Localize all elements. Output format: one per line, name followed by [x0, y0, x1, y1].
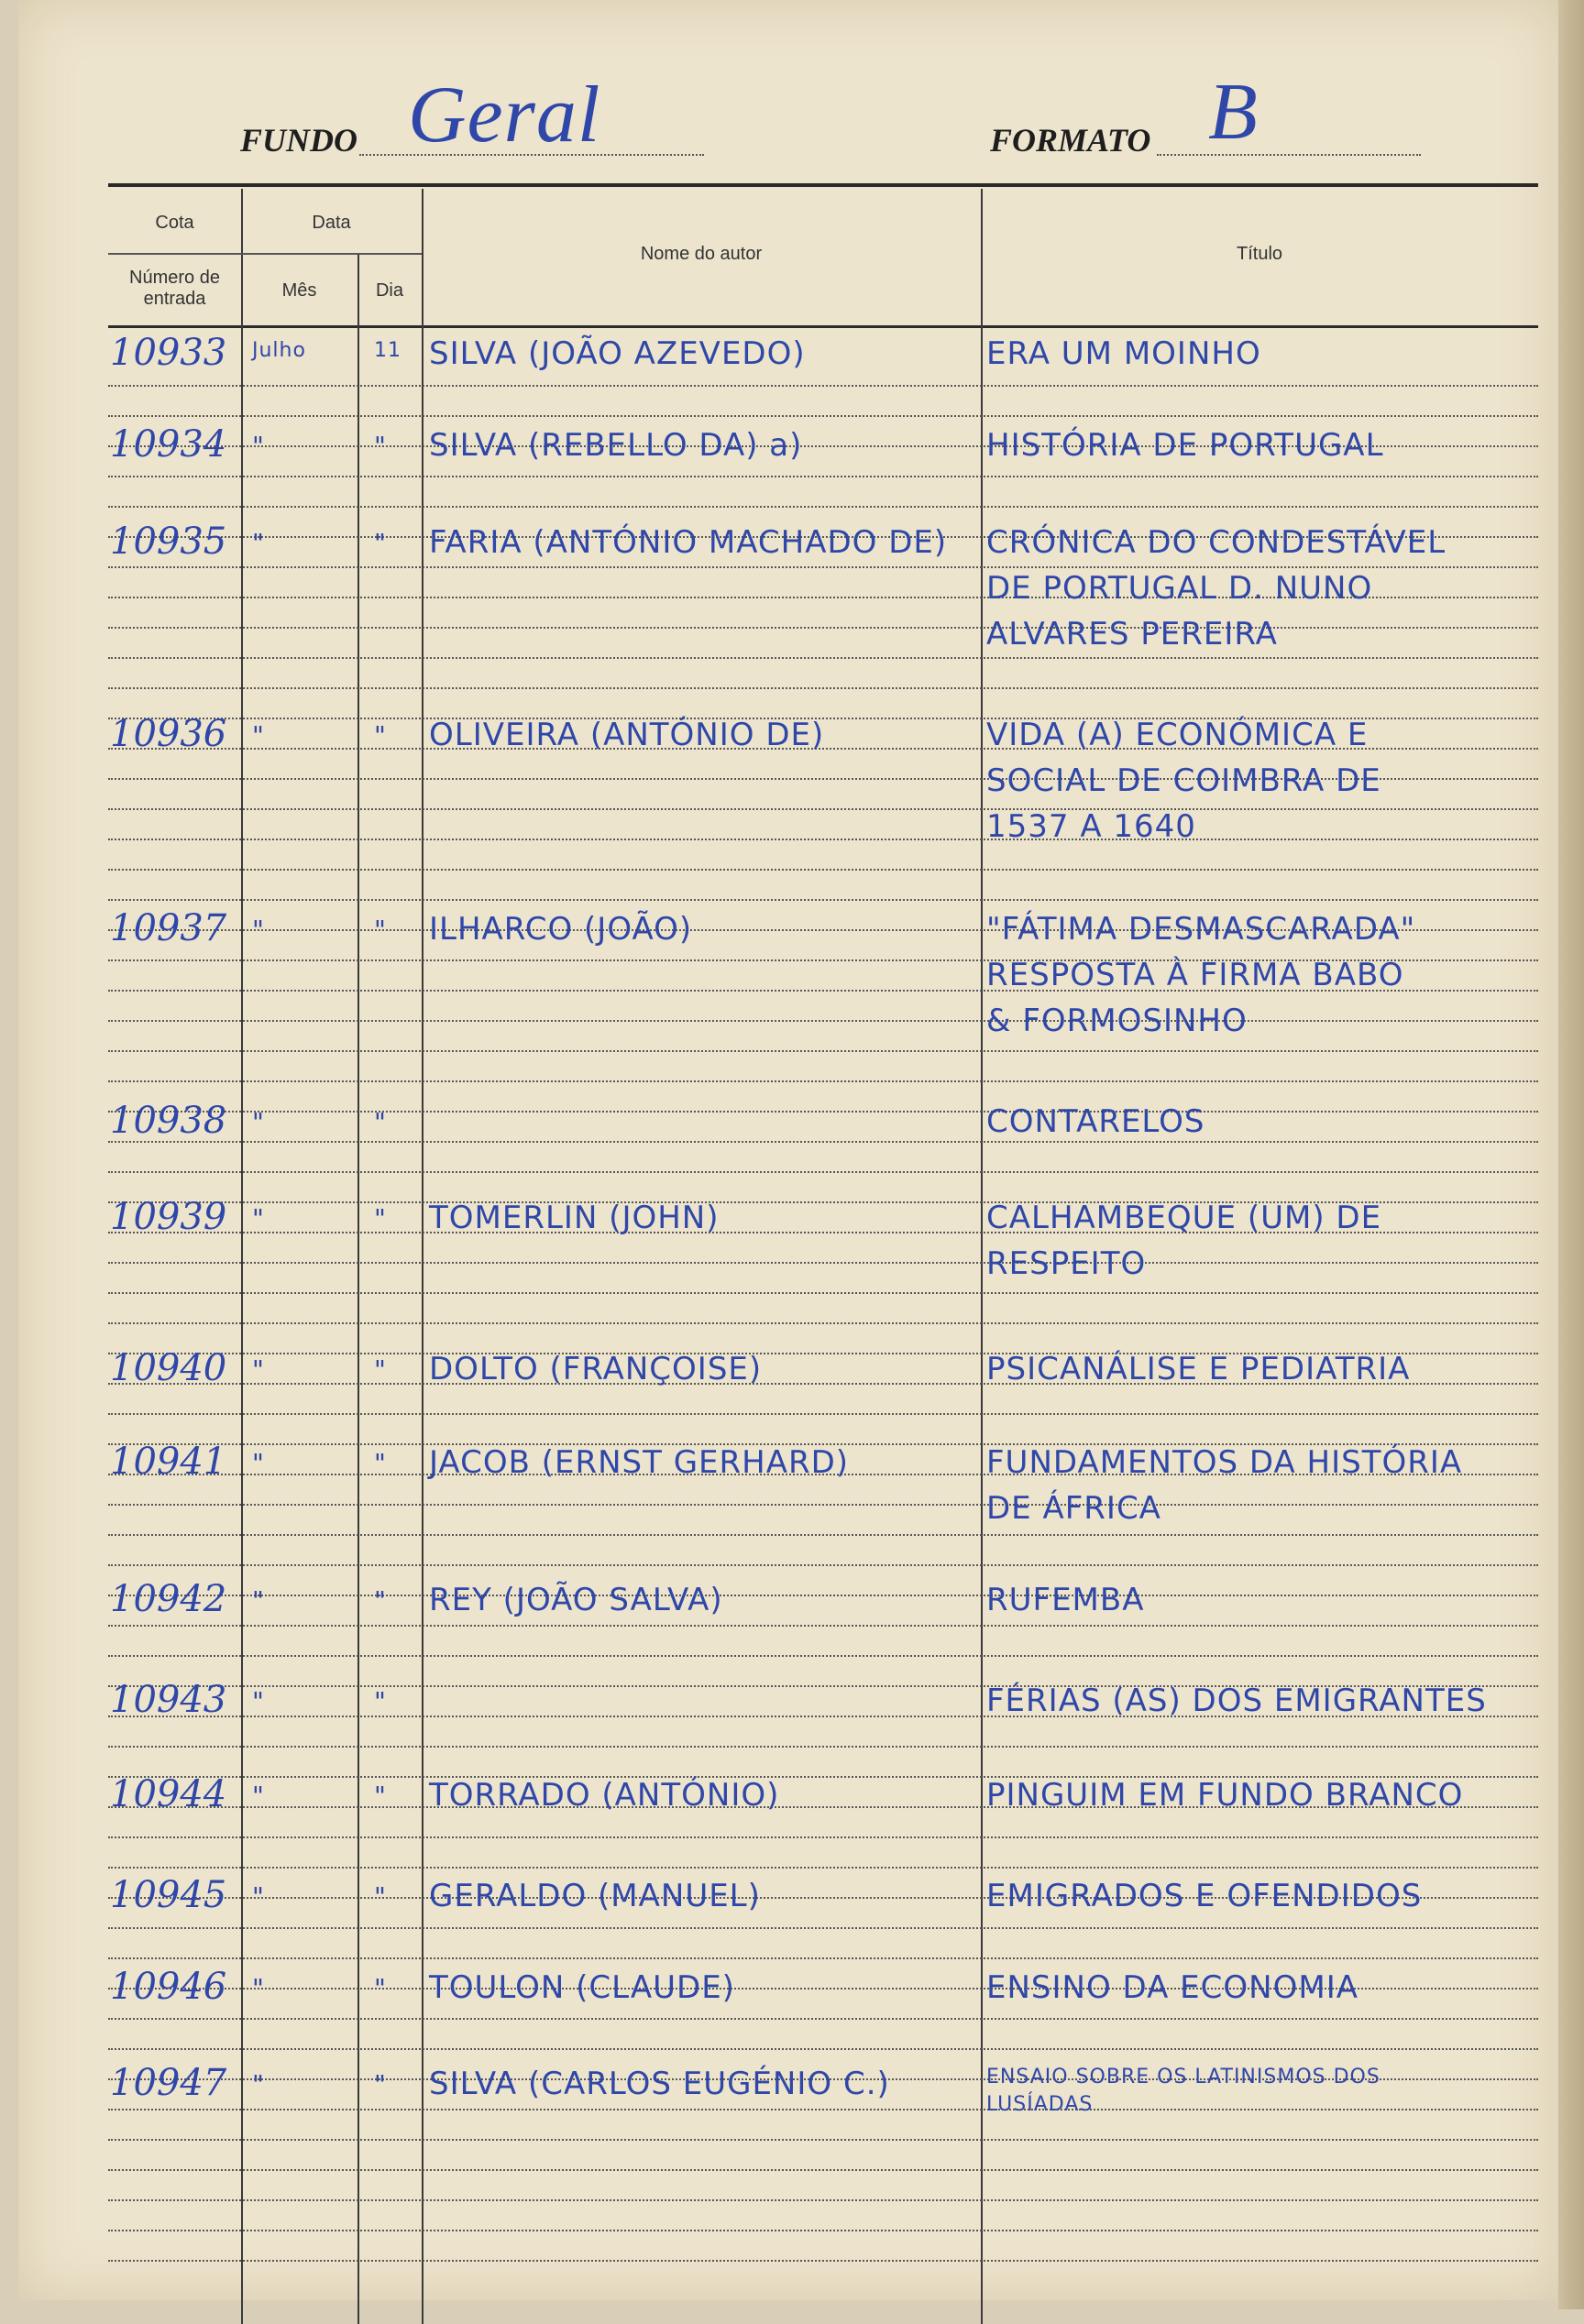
entry-day: ": [374, 1203, 387, 1233]
entry-day: ": [374, 528, 387, 558]
entry-number: 10941: [110, 1441, 227, 1483]
entry-title-line: CONTARELOS: [986, 1103, 1205, 1140]
entry-number: 10943: [110, 1679, 227, 1721]
col-cota: Cota: [155, 213, 194, 233]
ruled-line: [108, 1292, 1538, 1294]
col-data: Data: [312, 213, 351, 233]
ruled-line: [108, 899, 1538, 901]
entry-number: 10935: [110, 521, 227, 563]
entry-author: FARIA (ANTÓNIO MACHADO DE): [429, 524, 948, 561]
entry-month: ": [252, 1686, 265, 1716]
entry-title-line: PSICANÁLISE E PEDIATRIA: [986, 1351, 1411, 1387]
entry-month: ": [252, 1107, 265, 1137]
col-numero-entrada: Número de entrada: [129, 268, 220, 309]
entry-title-line: VIDA (A) ECONÓMICA E: [986, 717, 1369, 753]
formato-value: B: [1208, 68, 1259, 157]
ruled-line: [108, 1171, 1538, 1173]
entry-author: TORRADO (ANTÓNIO): [429, 1777, 780, 1814]
entry-month: ": [252, 1881, 265, 1912]
ruled-line: [108, 566, 1538, 568]
entry-month: ": [252, 1448, 265, 1478]
entry-title-line: PINGUIM EM FUNDO BRANCO: [986, 1777, 1464, 1814]
entry-title-line: EMIGRADOS E OFENDIDOS: [986, 1878, 1423, 1914]
col-divider-cota: [241, 189, 243, 2324]
page-edge: [1558, 0, 1584, 2309]
entry-month: ": [252, 528, 265, 558]
ruled-line: [108, 1564, 1538, 1566]
entry-day: ": [374, 720, 387, 751]
ruled-line: [108, 839, 1538, 840]
ruled-line: [108, 1141, 1538, 1143]
ruled-line: [108, 1413, 1538, 1415]
entry-month: ": [252, 915, 265, 945]
entry-number: 10942: [110, 1578, 227, 1620]
ruled-line: [108, 415, 1538, 417]
entry-month: ": [252, 720, 265, 751]
ruled-line: [108, 1625, 1538, 1627]
entry-title-line: & FORMOSINHO: [986, 1003, 1248, 1039]
entry-title-line: ERA UM MOINHO: [986, 335, 1261, 372]
entry-number: 10936: [110, 713, 227, 755]
entry-title-line: ENSINO DA ECONOMIA: [986, 1969, 1358, 2006]
ruled-line: [108, 1080, 1538, 1082]
col-autor: Nome do autor: [640, 244, 763, 264]
ruled-line: [108, 476, 1538, 477]
ruled-line: [108, 2109, 1538, 2110]
ruled-line: [108, 385, 1538, 387]
fundo-value: Geral: [408, 71, 601, 159]
ruled-line: [108, 657, 1538, 659]
entry-title-line: RUFEMBA: [986, 1582, 1145, 1618]
ruled-line: [108, 1746, 1538, 1748]
entry-title-line: DE ÁFRICA: [986, 1490, 1161, 1527]
entry-month: ": [252, 431, 265, 461]
ruled-line: [108, 2230, 1538, 2231]
entry-month: ": [252, 1585, 265, 1616]
entry-number: 10934: [110, 423, 227, 466]
ruled-line: [108, 1836, 1538, 1838]
entry-author: SILVA (JOÃO AZEVEDO): [429, 335, 806, 372]
entry-title-line: RESPEITO: [986, 1245, 1147, 1282]
entry-title-line: LUSÍADAS: [986, 2093, 1094, 2116]
entry-number: 10937: [110, 907, 227, 949]
ruled-line: [108, 1050, 1538, 1052]
entry-title-line: CALHAMBEQUE (UM) DE: [986, 1200, 1382, 1236]
entry-number: 10938: [110, 1100, 227, 1142]
ruled-line: [108, 2139, 1538, 2141]
col-mes: Mês: [281, 280, 317, 301]
entry-day: ": [374, 1881, 387, 1912]
entry-author: SILVA (REBELLO DA) a): [429, 427, 803, 464]
entry-day: ": [374, 431, 387, 461]
entry-title-line: SOCIAL DE COIMBRA DE: [986, 762, 1381, 799]
entry-title-line: RESPOSTA À FIRMA BABO: [986, 957, 1404, 993]
entry-author: DOLTO (FRANÇOISE): [429, 1351, 763, 1387]
entry-number: 10939: [110, 1196, 227, 1238]
entry-day: ": [374, 1781, 387, 1811]
entry-month: ": [252, 1203, 265, 1233]
ruled-line: [108, 1927, 1538, 1929]
ruled-line: [108, 1020, 1538, 1022]
header-subdivider: [108, 253, 422, 255]
entry-day: ": [374, 1354, 387, 1385]
ruled-line: [108, 1111, 1538, 1113]
entry-title-line: ENSAIO SOBRE OS LATINISMOS DOS: [986, 2066, 1380, 2088]
ruled-line: [108, 808, 1538, 810]
entry-month: ": [252, 1354, 265, 1385]
entry-title-line: "FÁTIMA DESMASCARADA": [986, 911, 1416, 948]
table-header-border: [108, 325, 1538, 328]
entry-number: 10944: [110, 1773, 227, 1815]
col-divider-autor: [981, 189, 983, 2324]
entry-day: ": [374, 1973, 387, 2003]
entry-day: ": [374, 915, 387, 945]
formato-underline: [1157, 154, 1421, 156]
ruled-line: [108, 687, 1538, 689]
ruled-line: [108, 1595, 1538, 1596]
ruled-line: [108, 1262, 1538, 1264]
entry-author: REY (JOÃO SALVA): [429, 1582, 723, 1618]
entry-month: ": [252, 1973, 265, 2003]
entry-author: TOULON (CLAUDE): [429, 1969, 735, 2006]
col-titulo: Título: [1236, 244, 1283, 264]
ruled-line: [108, 1957, 1538, 1959]
ruled-line: [108, 2018, 1538, 2020]
entry-author: ILHARCO (JOÃO): [429, 911, 693, 948]
ruled-line: [108, 869, 1538, 871]
col-dia: Dia: [375, 280, 403, 301]
entry-day: ": [374, 1585, 387, 1616]
ruled-line: [108, 2199, 1538, 2201]
entry-number: 10940: [110, 1347, 227, 1389]
entry-author: GERALDO (MANUEL): [429, 1878, 761, 1914]
entry-number: 10946: [110, 1966, 227, 2008]
entry-number: 10945: [110, 1874, 227, 1916]
entry-day: 11: [374, 339, 402, 362]
entry-author: OLIVEIRA (ANTÓNIO DE): [429, 717, 825, 753]
formato-label: FORMATO: [990, 122, 1151, 159]
ruled-line: [108, 1504, 1538, 1506]
entry-day: ": [374, 1686, 387, 1716]
col-divider-data: [422, 189, 424, 2324]
entry-title-line: 1537 A 1640: [986, 808, 1196, 845]
entry-month: Julho: [252, 339, 306, 362]
ruled-line: [108, 2048, 1538, 2050]
ruled-line: [108, 627, 1538, 629]
ruled-line: [108, 1867, 1538, 1869]
entry-title-line: ALVARES PEREIRA: [986, 616, 1278, 652]
entry-title-line: HISTÓRIA DE PORTUGAL: [986, 427, 1384, 464]
entry-author: SILVA (CARLOS EUGÉNIO C.): [429, 2066, 890, 2102]
entry-title-line: FUNDAMENTOS DA HISTÓRIA: [986, 1444, 1463, 1481]
entry-day: ": [374, 2069, 387, 2099]
ruled-line: [108, 1322, 1538, 1324]
entry-day: ": [374, 1107, 387, 1137]
entry-author: JACOB (ERNST GERHARD): [429, 1444, 850, 1481]
col-divider-mes: [358, 253, 359, 2324]
entry-number: 10947: [110, 2062, 227, 2104]
entry-day: ": [374, 1448, 387, 1478]
ruled-line: [108, 506, 1538, 508]
entry-month: ": [252, 1781, 265, 1811]
ruled-line: [108, 2260, 1538, 2262]
entry-month: ": [252, 2069, 265, 2099]
entry-number: 10933: [110, 332, 227, 374]
fundo-label: FUNDO: [240, 122, 358, 159]
entry-title-line: FÉRIAS (AS) DOS EMIGRANTES: [986, 1683, 1487, 1719]
ruled-line: [108, 1534, 1538, 1536]
entry-title-line: DE PORTUGAL D. NUNO: [986, 570, 1373, 607]
entry-author: TOMERLIN (JOHN): [429, 1200, 720, 1236]
table-top-border: [108, 183, 1538, 187]
entry-title-line: CRÓNICA DO CONDESTÁVEL: [986, 524, 1446, 561]
ruled-line: [108, 1655, 1538, 1657]
ruled-line: [108, 2169, 1538, 2171]
